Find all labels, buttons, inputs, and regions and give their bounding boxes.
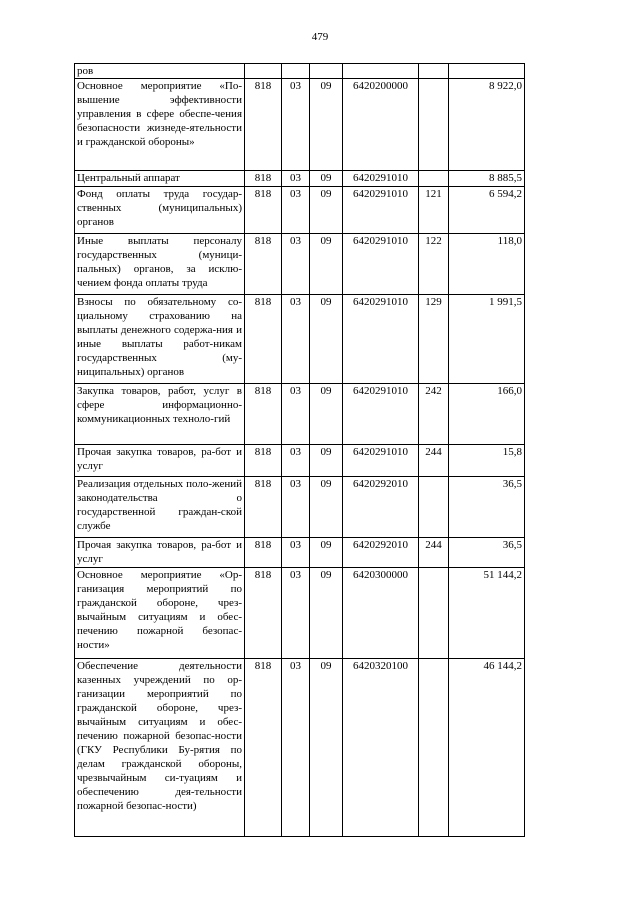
item-name-cell: Взносы по обязательному со-циальному страхованию на выплаты денежного содержа-ния и иные выплаты работ-никам государственных (му-ниципальных) органов	[75, 295, 245, 384]
target-article-cell: 6420291010	[343, 234, 419, 295]
expense-type-cell: 244	[419, 538, 449, 568]
section-cell: 03	[282, 538, 310, 568]
table-row	[75, 295, 525, 384]
page-number: 479	[311, 31, 329, 43]
amount-cell: 46 144,2	[449, 659, 525, 837]
item-name-cell: Прочая закупка товаров, ра-бот и услуг	[75, 445, 245, 477]
expense-type-cell: 244	[419, 445, 449, 477]
subsection-cell: 09	[310, 538, 343, 568]
expense-type-cell: 129	[419, 295, 449, 384]
budget-table	[74, 63, 525, 837]
expense-type-cell: 122	[419, 234, 449, 295]
section-cell: 03	[282, 568, 310, 659]
table-row	[75, 659, 525, 837]
target-article-cell: 6420292010	[343, 538, 419, 568]
target-article-cell: 6420300000	[343, 568, 419, 659]
subsection-cell: 09	[310, 234, 343, 295]
amount-cell: 8 922,0	[449, 79, 525, 171]
amount-cell: 118,0	[449, 234, 525, 295]
table-row	[75, 64, 525, 79]
amount-cell	[449, 64, 525, 79]
amount-cell: 8 885,5	[449, 171, 525, 187]
grbs-cell: 818	[245, 187, 282, 234]
section-cell: 03	[282, 171, 310, 187]
item-name-cell: Фонд оплаты труда государ-ственных (муниципальных) органов	[75, 187, 245, 234]
target-article-cell: 6420291010	[343, 384, 419, 445]
section-cell: 03	[282, 234, 310, 295]
amount-cell: 15,8	[449, 445, 525, 477]
table-row	[75, 477, 525, 538]
item-name-cell: Основное мероприятие «Ор-ганизация мероприятий по гражданской обороне, чрез-вычайным ситуациям и обес-печению пожарной безопас-ности»	[75, 568, 245, 659]
amount-cell: 166,0	[449, 384, 525, 445]
section-cell: 03	[282, 79, 310, 171]
target-article-cell: 6420291010	[343, 295, 419, 384]
grbs-cell: 818	[245, 171, 282, 187]
table-row	[75, 568, 525, 659]
amount-cell: 6 594,2	[449, 187, 525, 234]
subsection-cell: 09	[310, 568, 343, 659]
subsection-cell	[310, 64, 343, 79]
expense-type-cell	[419, 171, 449, 187]
section-cell: 03	[282, 445, 310, 477]
item-name-cell: Обеспечение деятельности казенных учреждений по ор-ганизации мероприятий по гражданской обороне, чрез-вычайным ситуациям и обес-печению пожарной безопас-ности (ГКУ Республики Бу-рятия по делам гражданской обороны, чрезвычайным си-туациям и обеспечению дея-тельности пожарной безопас-ности)	[75, 659, 245, 837]
subsection-cell: 09	[310, 659, 343, 837]
budget-table-body	[75, 64, 525, 837]
target-article-cell: 6420292010	[343, 477, 419, 538]
subsection-cell: 09	[310, 445, 343, 477]
item-name-cell: ров	[75, 64, 245, 79]
expense-type-cell	[419, 64, 449, 79]
item-name-cell: Закупка товаров, работ, услуг в сфере информационно-коммуникационных техноло-гий	[75, 384, 245, 445]
expense-type-cell: 121	[419, 187, 449, 234]
table-row	[75, 445, 525, 477]
table-row	[75, 384, 525, 445]
item-name-cell: Центральный аппарат	[75, 171, 245, 187]
grbs-cell: 818	[245, 659, 282, 837]
section-cell: 03	[282, 659, 310, 837]
item-name-cell: Основное мероприятие «По-вышение эффективности управления в сфере обеспе-чения безопасности жизнеде-ятельности и гражданской обороны»	[75, 79, 245, 171]
amount-cell: 36,5	[449, 538, 525, 568]
item-name-cell: Реализация отдельных поло-жений законодательства о государственной граждан-ской службе	[75, 477, 245, 538]
grbs-cell: 818	[245, 445, 282, 477]
grbs-cell: 818	[245, 79, 282, 171]
expense-type-cell	[419, 659, 449, 837]
target-article-cell: 6420320100	[343, 659, 419, 837]
subsection-cell: 09	[310, 79, 343, 171]
grbs-cell: 818	[245, 538, 282, 568]
section-cell: 03	[282, 187, 310, 234]
table-row	[75, 538, 525, 568]
item-name-cell: Иные выплаты персоналу государственных (муници-пальных) органов, за исклю-чением фонда оплаты труда	[75, 234, 245, 295]
target-article-cell: 6420291010	[343, 187, 419, 234]
target-article-cell	[343, 64, 419, 79]
item-name-cell: Прочая закупка товаров, ра-бот и услуг	[75, 538, 245, 568]
section-cell: 03	[282, 384, 310, 445]
grbs-cell: 818	[245, 234, 282, 295]
target-article-cell: 6420291010	[343, 445, 419, 477]
expense-type-cell: 242	[419, 384, 449, 445]
subsection-cell: 09	[310, 295, 343, 384]
amount-cell: 51 144,2	[449, 568, 525, 659]
expense-type-cell	[419, 568, 449, 659]
grbs-cell	[245, 64, 282, 79]
section-cell: 03	[282, 477, 310, 538]
grbs-cell: 818	[245, 568, 282, 659]
target-article-cell: 6420291010	[343, 171, 419, 187]
table-row	[75, 187, 525, 234]
subsection-cell: 09	[310, 384, 343, 445]
grbs-cell: 818	[245, 384, 282, 445]
subsection-cell: 09	[310, 477, 343, 538]
expense-type-cell	[419, 477, 449, 538]
amount-cell: 1 991,5	[449, 295, 525, 384]
grbs-cell: 818	[245, 295, 282, 384]
section-cell	[282, 64, 310, 79]
grbs-cell: 818	[245, 477, 282, 538]
target-article-cell: 6420200000	[343, 79, 419, 171]
subsection-cell: 09	[310, 171, 343, 187]
table-row	[75, 79, 525, 171]
subsection-cell: 09	[310, 187, 343, 234]
expense-type-cell	[419, 79, 449, 171]
table-row	[75, 171, 525, 187]
section-cell: 03	[282, 295, 310, 384]
table-row	[75, 234, 525, 295]
amount-cell: 36,5	[449, 477, 525, 538]
